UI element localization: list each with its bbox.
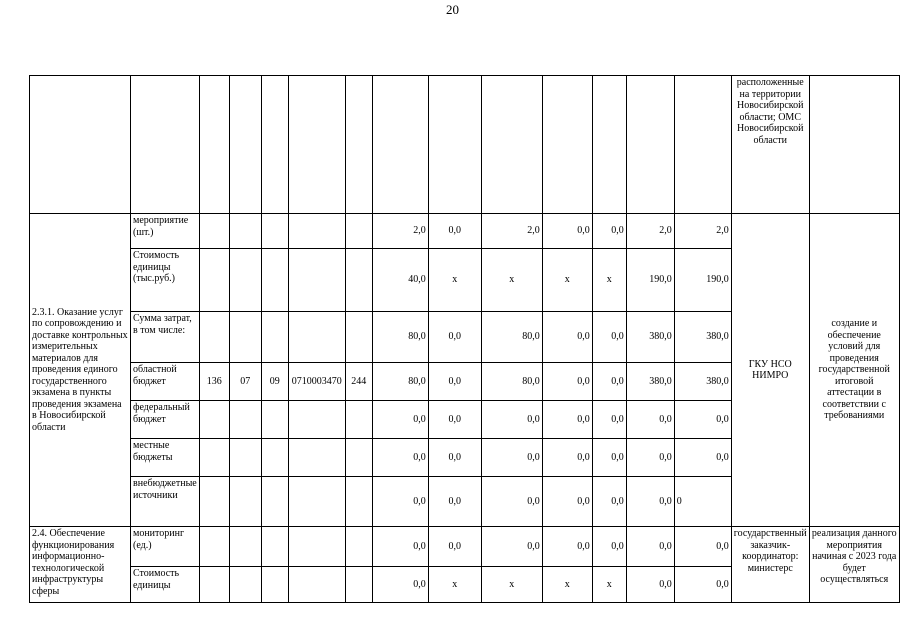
value-cell: 0,0 xyxy=(592,527,626,567)
vr-cell: 244 xyxy=(345,363,372,401)
vr-cell xyxy=(345,439,372,477)
value-cell: 2,0 xyxy=(481,214,542,249)
csr-cell xyxy=(288,312,345,363)
value-cell: 2,0 xyxy=(372,214,428,249)
rz-cell: 07 xyxy=(229,363,261,401)
value-cell: 0,0 xyxy=(542,527,592,567)
value-cell: x xyxy=(428,249,481,312)
value-cell: 0,0 xyxy=(481,477,542,527)
csr-cell xyxy=(288,477,345,527)
value-cell: 0,0 xyxy=(674,439,731,477)
indicator-label: Сумма затрат, в том числе: xyxy=(131,312,200,363)
page-number: 20 xyxy=(446,2,459,17)
value-cell: 80,0 xyxy=(481,363,542,401)
vr-cell xyxy=(345,477,372,527)
executor-cell: ГКУ НСО НИМРО xyxy=(731,214,809,527)
pr-cell xyxy=(261,249,288,312)
value-cell: 0,0 xyxy=(592,214,626,249)
value-cell: 0,0 xyxy=(428,477,481,527)
value-cell: 0,0 xyxy=(542,214,592,249)
value-cell: 190,0 xyxy=(626,249,674,312)
rz-cell xyxy=(229,439,261,477)
value-cell: 0,0 xyxy=(542,312,592,363)
value-cell: 0,0 xyxy=(626,477,674,527)
indicator-label: Стоимость единицы xyxy=(131,567,200,603)
value-cell: 0,0 xyxy=(372,527,428,567)
value-cell: 40,0 xyxy=(372,249,428,312)
value-cell: x xyxy=(481,567,542,603)
indicator-label: мониторинг (ед.) xyxy=(131,527,200,567)
table-row xyxy=(30,527,900,567)
value-cell: 2,0 xyxy=(674,214,731,249)
vr-cell xyxy=(345,249,372,312)
rz-cell xyxy=(229,477,261,527)
csr-cell xyxy=(288,214,345,249)
value-cell: 380,0 xyxy=(626,312,674,363)
value-cell: 380,0 xyxy=(626,363,674,401)
indicator-label: местные бюджеты xyxy=(131,439,200,477)
pr-cell xyxy=(261,477,288,527)
value-cell: 0,0 xyxy=(372,439,428,477)
csr-cell xyxy=(288,401,345,439)
indicator-label: областной бюджет xyxy=(131,363,200,401)
result-cell: создание и обеспечение условий для проведения государственной итоговой аттестации в соответствии с требованиями xyxy=(809,214,899,527)
event-name-cell: 2.3.1. Оказание услуг по сопровождению и доставке контрольных измерительных материалов для проведения единого государственного экзамена в пункты проведения экзамена в Новосибирской области xyxy=(30,214,131,527)
value-cell: 0,0 xyxy=(626,567,674,603)
value-cell: x xyxy=(592,567,626,603)
value-cell: 0,0 xyxy=(428,439,481,477)
indicator-label: федеральный бюджет xyxy=(131,401,200,439)
value-cell: 80,0 xyxy=(481,312,542,363)
executor-cell: государственный заказчик-координатор: министерс xyxy=(731,527,809,603)
value-cell: 0,0 xyxy=(428,214,481,249)
pr-cell xyxy=(261,439,288,477)
table-row xyxy=(30,214,900,249)
value-cell: 0,0 xyxy=(592,312,626,363)
pr-cell xyxy=(261,214,288,249)
vr-cell xyxy=(345,214,372,249)
value-cell: x xyxy=(542,249,592,312)
indicator-label: Стоимость единицы (тыс.руб.) xyxy=(131,249,200,312)
grbs-cell: 136 xyxy=(199,363,229,401)
value-cell: 0,0 xyxy=(542,363,592,401)
event-name-cell: 2.4. Обеспечение функционирования информационно-технологической инфраструктуры сферы xyxy=(30,527,131,603)
csr-cell: 0710003470 xyxy=(288,363,345,401)
value-cell: x xyxy=(428,567,481,603)
value-cell: 0,0 xyxy=(481,439,542,477)
value-cell: 0,0 xyxy=(626,527,674,567)
pr-cell: 09 xyxy=(261,363,288,401)
value-cell: 0,0 xyxy=(372,401,428,439)
grbs-cell xyxy=(199,401,229,439)
value-cell: 190,0 xyxy=(674,249,731,312)
vr-cell xyxy=(345,401,372,439)
indicator-label: мероприятие (шт.) xyxy=(131,214,200,249)
indicator-label: внебюджетные источники xyxy=(131,477,200,527)
value-cell: 80,0 xyxy=(372,312,428,363)
value-cell: x xyxy=(481,249,542,312)
value-cell: 0,0 xyxy=(428,401,481,439)
value-cell: 0,0 xyxy=(428,312,481,363)
pr-cell xyxy=(261,312,288,363)
executor-cell: расположенные на территории Новосибирской области; ОМС Новосибирской области xyxy=(731,76,809,214)
value-cell: 0,0 xyxy=(674,401,731,439)
value-cell: 0,0 xyxy=(481,401,542,439)
program-table xyxy=(29,75,900,603)
value-cell: x xyxy=(592,249,626,312)
value-cell: 0,0 xyxy=(592,363,626,401)
value-cell: 0,0 xyxy=(481,527,542,567)
grbs-cell xyxy=(199,312,229,363)
rz-cell xyxy=(229,214,261,249)
value-cell: 0,0 xyxy=(428,363,481,401)
value-cell: 0,0 xyxy=(372,477,428,527)
value-cell: 0,0 xyxy=(674,567,731,603)
vr-cell xyxy=(345,312,372,363)
value-cell: 0,0 xyxy=(626,439,674,477)
grbs-cell xyxy=(199,214,229,249)
rz-cell xyxy=(229,401,261,439)
value-cell: 0,0 xyxy=(626,401,674,439)
value-cell: 0,0 xyxy=(372,567,428,603)
rz-cell xyxy=(229,249,261,312)
value-cell: 0,0 xyxy=(542,477,592,527)
pr-cell xyxy=(261,401,288,439)
value-cell: 2,0 xyxy=(626,214,674,249)
value-cell: 0,0 xyxy=(542,439,592,477)
value-cell: 0,0 xyxy=(542,401,592,439)
csr-cell xyxy=(288,249,345,312)
value-cell: 0,0 xyxy=(592,477,626,527)
value-cell: 0,0 xyxy=(592,401,626,439)
value-cell: 80,0 xyxy=(372,363,428,401)
result-cell: реализация данного мероприятия начиная с 2023 года будет осуществляться xyxy=(809,527,899,603)
rz-cell xyxy=(229,312,261,363)
grbs-cell xyxy=(199,249,229,312)
value-cell: 0,0 xyxy=(592,439,626,477)
grbs-cell xyxy=(199,439,229,477)
value-cell: 0,0 xyxy=(674,527,731,567)
value-cell: x xyxy=(542,567,592,603)
value-cell: 380,0 xyxy=(674,312,731,363)
value-cell: 0,0 xyxy=(428,527,481,567)
csr-cell xyxy=(288,439,345,477)
table-row xyxy=(30,76,900,214)
value-cell: 0 xyxy=(674,477,731,527)
value-cell: 380,0 xyxy=(674,363,731,401)
grbs-cell xyxy=(199,477,229,527)
